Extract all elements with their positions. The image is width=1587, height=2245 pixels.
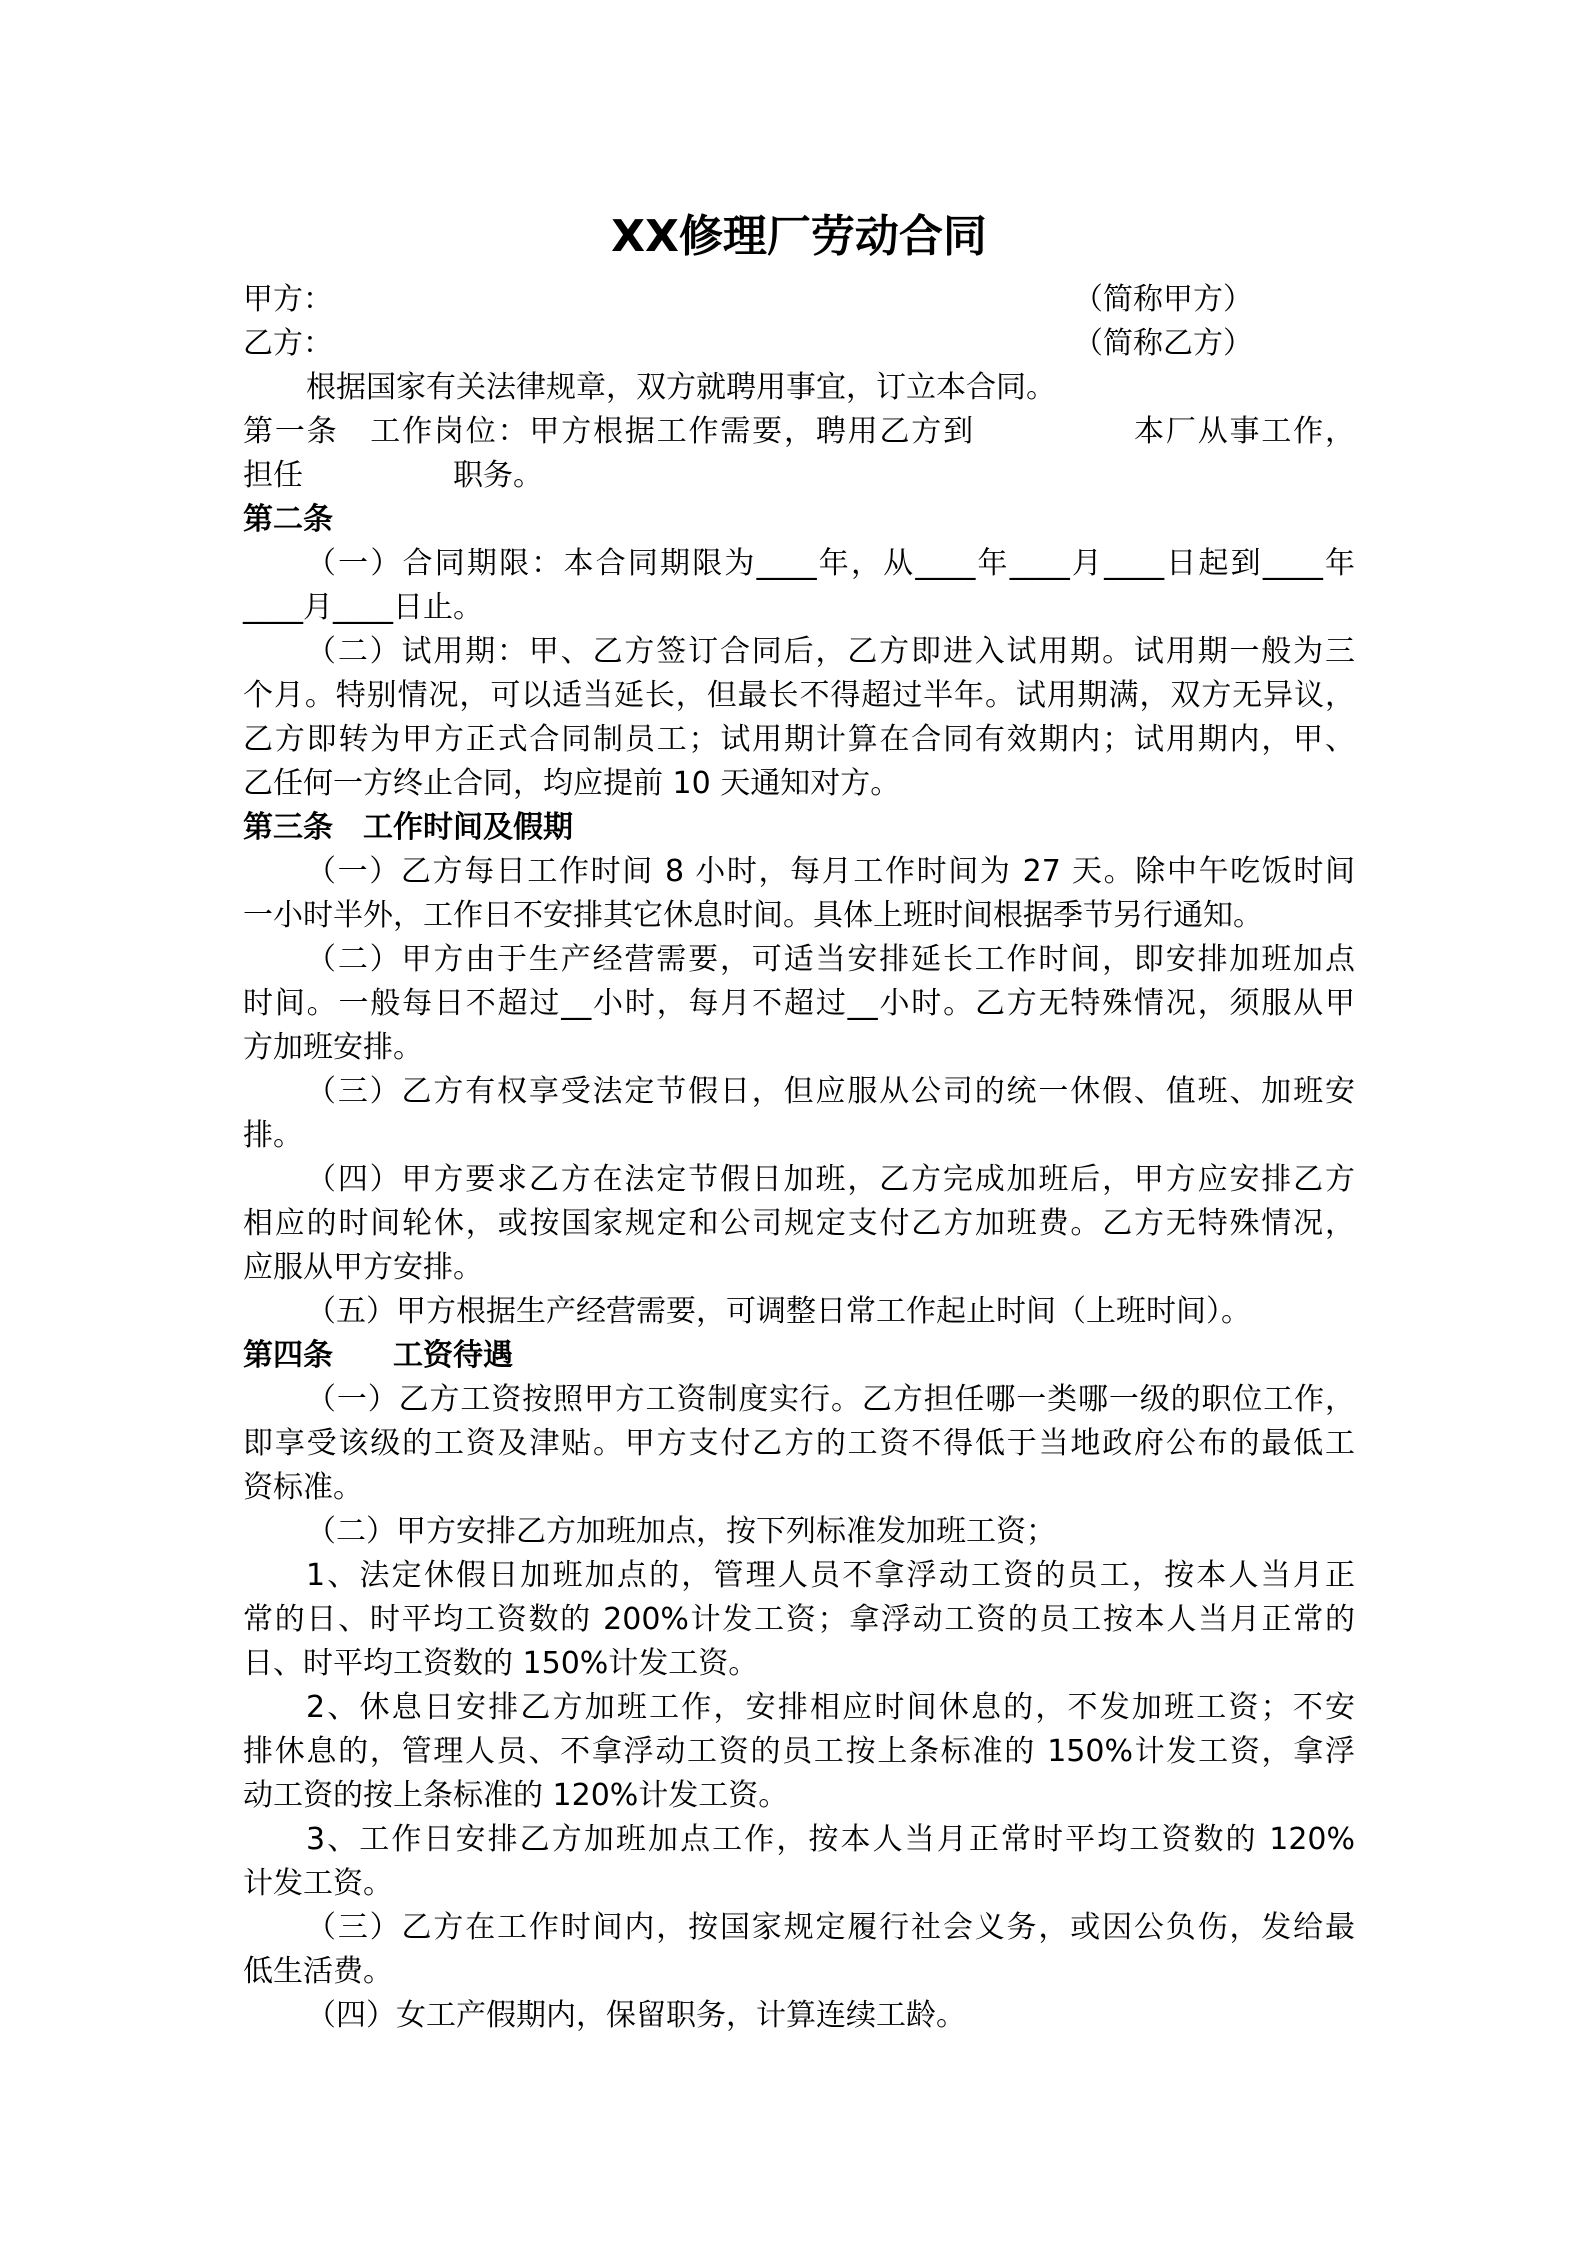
social-duty-line-2: 低生活费。: [243, 1954, 393, 1989]
wage-line-1: （一）乙方工资按照甲方工资制度实行。乙方担任哪一类哪一级的职位工作，: [306, 1382, 1355, 1417]
holiday-overtime-line-3: 应服从甲方安排。: [243, 1250, 483, 1285]
overtime-pay-heading: （二）甲方安排乙方加班加点，按下列标准发加班工资；: [306, 1514, 1056, 1549]
article-2-heading: 第二条: [243, 502, 333, 537]
document-title: XX修理厂劳动合同: [611, 211, 987, 262]
intro-paragraph: 根据国家有关法律规章，双方就聘用事宜，订立本合同。: [306, 370, 1056, 405]
overtime-pay-2-line-1: 2、休息日安排乙方加班工作，安排相应时间休息的，不发加班工资；不安: [306, 1690, 1355, 1725]
article-1-line-1: 第一条 工作岗位：甲方根据工作需要，聘用乙方到 本厂从事工作，: [243, 414, 1355, 449]
overtime-pay-1-line-2: 常的日、时平均工资数的 200%计发工资；拿浮动工资的员工按本人当月正常的: [243, 1602, 1355, 1637]
overtime-pay-2-line-2: 排休息的，管理人员、不拿浮动工资的员工按上条标准的 150%计发工资，拿浮: [243, 1734, 1355, 1769]
overtime-pay-1-line-3: 日、时平均工资数的 150%计发工资。: [243, 1646, 759, 1681]
schedule-adjust-line: （五）甲方根据生产经营需要，可调整日常工作起止时间（上班时间）。: [306, 1294, 1251, 1329]
contract-term-line-1: （一）合同期限：本合同期限为____年，从____年____月____日起到____年: [306, 546, 1355, 581]
holiday-line-2: 排。: [243, 1118, 303, 1153]
holiday-line-1: （三）乙方有权享受法定节假日，但应服从公司的统一休假、值班、加班安: [306, 1074, 1355, 1109]
holiday-overtime-line-2: 相应的时间轮休，或按国家规定和公司规定支付乙方加班费。乙方无特殊情况，: [243, 1206, 1355, 1241]
probation-line-1: （二）试用期：甲、乙方签订合同后，乙方即进入试用期。试用期一般为三: [306, 634, 1355, 669]
wage-line-3: 资标准。: [243, 1470, 363, 1505]
wage-line-2: 即享受该级的工资及津贴。甲方支付乙方的工资不得低于当地政府公布的最低工: [243, 1426, 1355, 1461]
social-duty-line-1: （三）乙方在工作时间内，按国家规定履行社会义务，或因公负伤，发给最: [306, 1910, 1355, 1945]
work-hours-line-1: （一）乙方每日工作时间 8 小时，每月工作时间为 27 天。除中午吃饭时间: [306, 854, 1355, 889]
overtime-line-3: 方加班安排。: [243, 1030, 423, 1065]
overtime-pay-2-line-3: 动工资的按上条标准的 120%计发工资。: [243, 1778, 789, 1813]
probation-line-3: 乙方即转为甲方正式合同制员工；试用期计算在合同有效期内；试用期内，甲、: [243, 722, 1355, 757]
party-b-note: （简称乙方）: [1073, 326, 1253, 361]
probation-line-4: 乙任何一方终止合同，均应提前 10 天通知对方。: [243, 766, 901, 801]
work-hours-line-2: 一小时半外，工作日不安排其它休息时间。具体上班时间根据季节另行通知。: [243, 898, 1263, 933]
party-b-label: 乙方：: [243, 326, 333, 361]
holiday-overtime-line-1: （四）甲方要求乙方在法定节假日加班，乙方完成加班后，甲方应安排乙方: [306, 1162, 1355, 1197]
overtime-line-1: （二）甲方由于生产经营需要，可适当安排延长工作时间，即安排加班加点: [306, 942, 1355, 977]
overtime-pay-1-line-1: 1、法定休假日加班加点的，管理人员不拿浮动工资的员工，按本人当月正: [306, 1558, 1355, 1593]
article-3-heading: 第三条 工作时间及假期: [243, 810, 573, 845]
overtime-pay-3-line-1: 3、工作日安排乙方加班加点工作，按本人当月正常时平均工资数的 120%: [306, 1822, 1355, 1857]
party-a-label: 甲方：: [243, 282, 333, 317]
maternity-leave-line: （四）女工产假期内，保留职务，计算连续工龄。: [306, 1998, 966, 2033]
contract-term-line-2: ____月____日止。: [243, 590, 483, 625]
party-a-note: （简称甲方）: [1073, 282, 1253, 317]
article-1-line-2: 担任 职务。: [243, 458, 543, 493]
article-4-heading: 第四条 工资待遇: [243, 1338, 513, 1373]
probation-line-2: 个月。特别情况，可以适当延长，但最长不得超过半年。试用期满，双方无异议，: [243, 678, 1355, 713]
overtime-pay-3-line-2: 计发工资。: [243, 1866, 393, 1901]
overtime-line-2: 时间。一般每日不超过__小时，每月不超过__小时。乙方无特殊情况，须服从甲: [243, 986, 1355, 1021]
